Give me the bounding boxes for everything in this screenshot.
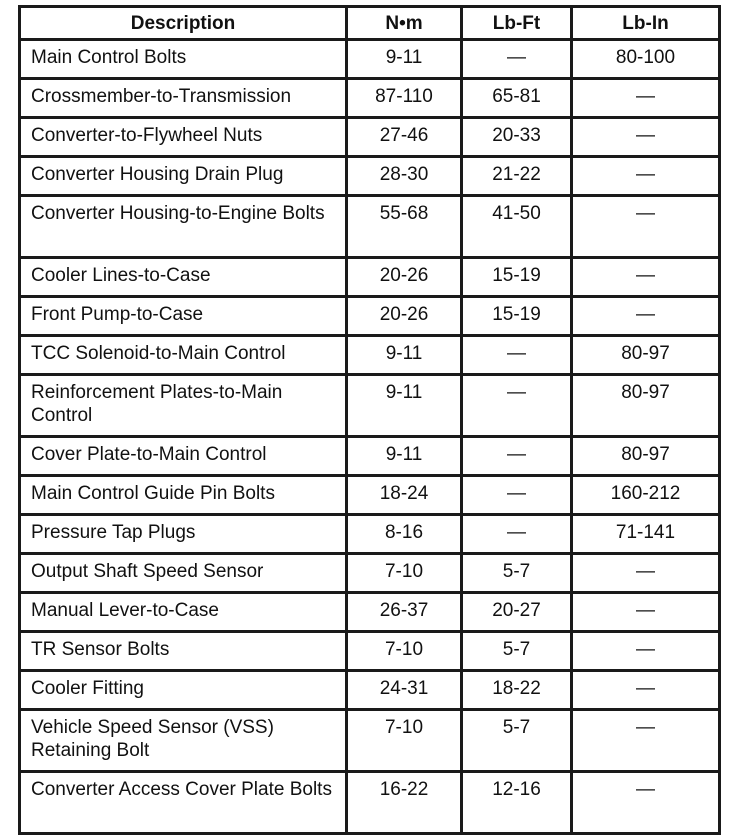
table-row: [20, 554, 720, 593]
table-row: [20, 79, 720, 118]
cell-lbft: —: [462, 476, 572, 515]
cell-lbin: —: [572, 258, 720, 297]
cell-nm: 20-26: [347, 258, 462, 297]
cell-description: Converter Housing Drain Plug: [20, 157, 347, 196]
cell-description: Main Control Guide Pin Bolts: [20, 476, 347, 515]
cell-lbin: —: [572, 554, 720, 593]
cell-nm: 24-31: [347, 671, 462, 710]
header-nm: N•m: [347, 7, 462, 40]
cell-description: Cooler Lines-to-Case: [20, 258, 347, 297]
cell-lbin: —: [572, 772, 720, 834]
header-lbft: Lb-Ft: [462, 7, 572, 40]
cell-lbft: 21-22: [462, 157, 572, 196]
table-body: [20, 40, 720, 834]
cell-lbft: 65-81: [462, 79, 572, 118]
cell-nm: 8-16: [347, 515, 462, 554]
header-row: [20, 7, 720, 40]
cell-description: Manual Lever-to-Case: [20, 593, 347, 632]
table-row: [20, 157, 720, 196]
cell-description: Crossmember-to-Transmission: [20, 79, 347, 118]
cell-lbin: 80-97: [572, 336, 720, 375]
cell-lbft: 41-50: [462, 196, 572, 258]
cell-lbft: 5-7: [462, 554, 572, 593]
cell-lbin: —: [572, 297, 720, 336]
cell-nm: 7-10: [347, 710, 462, 772]
table-row: [20, 336, 720, 375]
table-row: [20, 258, 720, 297]
header-description: Description: [20, 7, 347, 40]
cell-lbft: —: [462, 515, 572, 554]
cell-nm: 27-46: [347, 118, 462, 157]
table-row: [20, 710, 720, 772]
cell-nm: 55-68: [347, 196, 462, 258]
cell-description: Output Shaft Speed Sensor: [20, 554, 347, 593]
cell-lbin: 80-97: [572, 437, 720, 476]
cell-description: Reinforcement Plates-to-Main Control: [20, 375, 347, 437]
cell-nm: 18-24: [347, 476, 462, 515]
cell-description: Pressure Tap Plugs: [20, 515, 347, 554]
cell-lbft: —: [462, 437, 572, 476]
cell-nm: 9-11: [347, 40, 462, 79]
cell-lbft: 12-16: [462, 772, 572, 834]
cell-lbin: —: [572, 671, 720, 710]
cell-description: Converter Access Cover Plate Bolts: [20, 772, 347, 834]
table-row: [20, 118, 720, 157]
cell-nm: 9-11: [347, 375, 462, 437]
table-row: [20, 196, 720, 258]
table-row: [20, 375, 720, 437]
table-row: [20, 772, 720, 834]
cell-nm: 9-11: [347, 336, 462, 375]
table-row: [20, 297, 720, 336]
cell-description: Vehicle Speed Sensor (VSS) Retaining Bolt: [20, 710, 347, 772]
cell-lbft: 15-19: [462, 297, 572, 336]
torque-spec-table: [18, 5, 721, 835]
table-row: [20, 632, 720, 671]
cell-nm: 28-30: [347, 157, 462, 196]
table-row: [20, 476, 720, 515]
cell-lbin: —: [572, 196, 720, 258]
cell-lbft: 5-7: [462, 710, 572, 772]
cell-lbft: 20-27: [462, 593, 572, 632]
cell-nm: 20-26: [347, 297, 462, 336]
cell-lbft: 20-33: [462, 118, 572, 157]
cell-nm: 16-22: [347, 772, 462, 834]
cell-description: Cover Plate-to-Main Control: [20, 437, 347, 476]
cell-description: Main Control Bolts: [20, 40, 347, 79]
cell-lbin: —: [572, 157, 720, 196]
cell-lbft: —: [462, 40, 572, 79]
table-row: [20, 593, 720, 632]
table-row: [20, 437, 720, 476]
cell-nm: 7-10: [347, 632, 462, 671]
table-row: [20, 515, 720, 554]
cell-lbin: 80-100: [572, 40, 720, 79]
cell-lbft: 15-19: [462, 258, 572, 297]
cell-lbin: —: [572, 710, 720, 772]
cell-lbft: —: [462, 375, 572, 437]
table-header: [20, 7, 720, 40]
cell-lbft: —: [462, 336, 572, 375]
table-row: [20, 671, 720, 710]
header-lbin: Lb-In: [572, 7, 720, 40]
cell-lbin: 71-141: [572, 515, 720, 554]
cell-nm: 26-37: [347, 593, 462, 632]
table-row: [20, 40, 720, 79]
cell-lbin: —: [572, 593, 720, 632]
cell-description: TCC Solenoid-to-Main Control: [20, 336, 347, 375]
cell-lbin: 160-212: [572, 476, 720, 515]
cell-nm: 9-11: [347, 437, 462, 476]
cell-lbft: 18-22: [462, 671, 572, 710]
cell-description: Cooler Fitting: [20, 671, 347, 710]
cell-lbin: —: [572, 79, 720, 118]
cell-nm: 7-10: [347, 554, 462, 593]
cell-lbin: 80-97: [572, 375, 720, 437]
cell-lbft: 5-7: [462, 632, 572, 671]
cell-nm: 87-110: [347, 79, 462, 118]
cell-description: TR Sensor Bolts: [20, 632, 347, 671]
cell-description: Converter-to-Flywheel Nuts: [20, 118, 347, 157]
cell-lbin: —: [572, 632, 720, 671]
cell-description: Front Pump-to-Case: [20, 297, 347, 336]
cell-description: Converter Housing-to-Engine Bolts: [20, 196, 347, 258]
cell-lbin: —: [572, 118, 720, 157]
